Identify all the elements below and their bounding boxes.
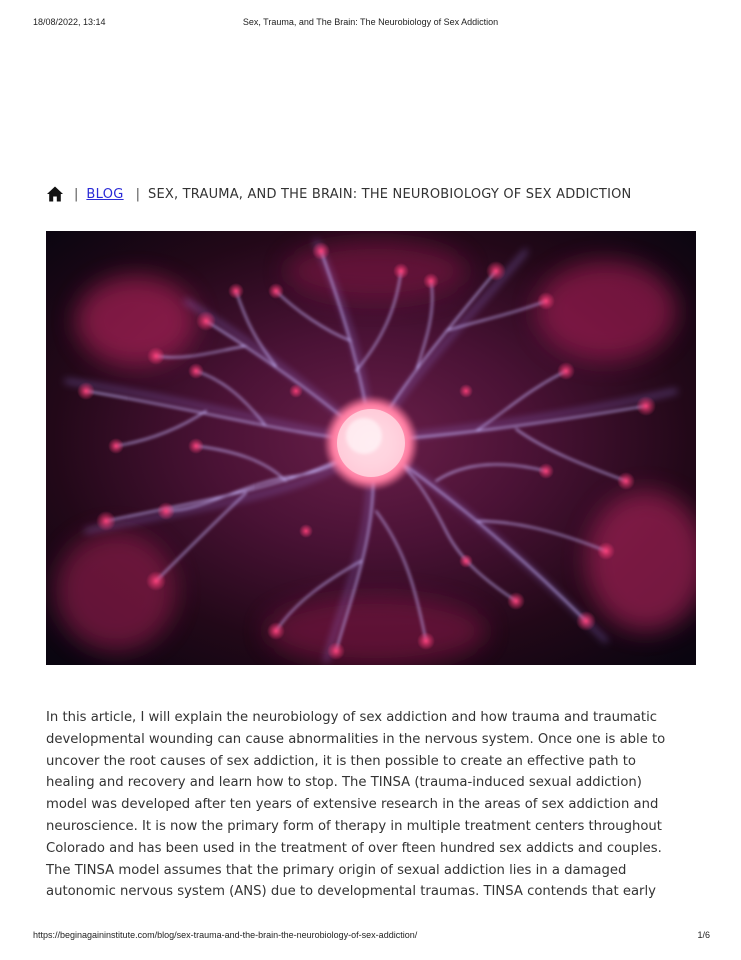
breadcrumb	[46, 184, 631, 204]
article-line: The TINSA model assumes that the primary origin of sexual addiction lies in a damaged	[46, 862, 627, 878]
print-header	[0, 15, 741, 31]
print-url: https://beginagaininstitute.com/blog/sex-trauma-and-the-brain-the-neurobiology-of-sex-addiction/	[33, 930, 418, 940]
article-line: Colorado and has been used in the treatment of over fteen hundred sex addicts and couples.	[46, 840, 662, 856]
article-line: autonomic nervous system (ANS) due to developmental traumas. TINSA contends that early	[46, 884, 656, 900]
article-line: neuroscience. It is now the primary form of therapy in multiple treatment centers throughout	[46, 818, 662, 834]
print-doc-title: Sex, Trauma, and The Brain: The Neurobiology of Sex Addiction	[242, 17, 499, 27]
breadcrumb-separator: |	[135, 186, 140, 202]
breadcrumb-blog-link[interactable]: BLOG	[86, 186, 124, 202]
hero-image	[46, 231, 696, 665]
plasma-ball-illustration	[46, 231, 696, 665]
breadcrumb-current-title: SEX, TRAUMA, AND THE BRAIN: THE NEUROBIOLOGY OF SEX ADDICTION	[148, 186, 632, 202]
article-line: uncover the root causes of sex addiction, it is then possible to create an effective path to	[46, 753, 636, 769]
article-line: developmental wounding can cause abnormalities in the nervous system. Once one is able to	[46, 731, 666, 747]
print-datetime: 18/08/2022, 13:14	[33, 17, 106, 27]
article-line: In this article, I will explain the neurobiology of sex addiction and how trauma and traumatic	[46, 710, 658, 725]
breadcrumb-separator: |	[74, 186, 79, 202]
home-icon[interactable]	[46, 185, 64, 203]
article-line: healing and recovery and learn how to stop. The TINSA (trauma-induced sexual addiction)	[46, 775, 642, 791]
page-indicator: 1/6	[697, 930, 710, 940]
article-body	[46, 707, 696, 903]
article-line: model was developed after ten years of extensive research in the areas of sex addiction and	[46, 797, 659, 813]
